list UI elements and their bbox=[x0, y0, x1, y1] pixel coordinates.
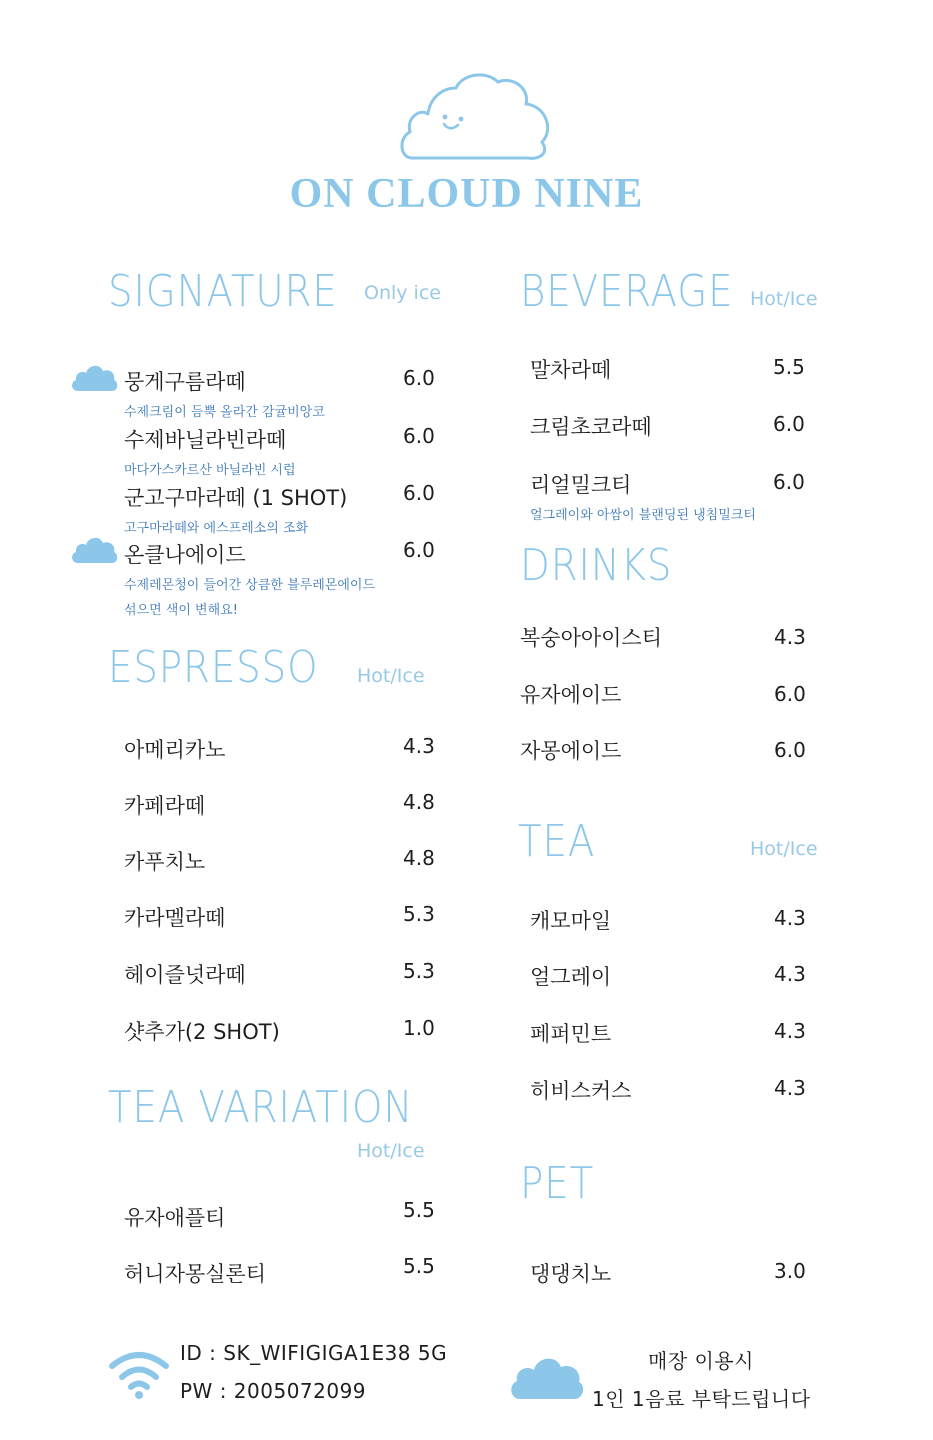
tea-variation-item-name: 허니자몽실론티 bbox=[124, 1262, 267, 1286]
beverage-item-price: 6.0 bbox=[773, 470, 805, 494]
signature-item-price: 6.0 bbox=[403, 424, 435, 448]
tea-variation-item-price: 5.5 bbox=[403, 1198, 435, 1222]
drinks-item-price: 6.0 bbox=[774, 738, 806, 762]
beverage-item-name: 말차라떼 bbox=[530, 358, 612, 382]
tea-variation-note: Hot/Ice bbox=[357, 1140, 425, 1162]
tea-item-name: 페퍼민트 bbox=[530, 1022, 612, 1046]
signature-item-name: 뭉게구름라떼 bbox=[124, 370, 246, 394]
drinks-item-price: 4.3 bbox=[774, 625, 806, 649]
signature-item-price: 6.0 bbox=[403, 366, 435, 390]
beverage-item-price: 5.5 bbox=[773, 355, 805, 379]
smiling-cloud-icon bbox=[398, 68, 558, 164]
drinks-item-name: 유자에이드 bbox=[520, 683, 622, 707]
espresso-item-price: 4.8 bbox=[403, 846, 435, 870]
beverage-item-price: 6.0 bbox=[773, 412, 805, 436]
beverage-item-name: 크림초코라떼 bbox=[530, 415, 652, 439]
tea-item-price: 4.3 bbox=[774, 1076, 806, 1100]
espresso-item-name: 카라멜라떼 bbox=[124, 906, 226, 930]
cloud-icon bbox=[70, 362, 118, 392]
espresso-item-price: 5.3 bbox=[403, 902, 435, 926]
beverage-item-name: 리얼밀크티 bbox=[530, 473, 632, 497]
espresso-item-price: 5.3 bbox=[403, 959, 435, 983]
signature-title: SIGNATURE bbox=[108, 266, 338, 317]
tea-variation-item-price: 5.5 bbox=[403, 1254, 435, 1278]
signature-item-price: 6.0 bbox=[403, 538, 435, 562]
signature-item-desc: 고구마라떼와 에스프레소의 조화 bbox=[124, 521, 309, 536]
signature-note: Only ice bbox=[364, 282, 441, 304]
espresso-item-name: 카페라떼 bbox=[124, 794, 206, 818]
tea-item-name: 히비스커스 bbox=[530, 1079, 632, 1103]
signature-item-price: 6.0 bbox=[403, 481, 435, 505]
espresso-item-name: 카푸치노 bbox=[124, 850, 206, 874]
tea-item-price: 4.3 bbox=[774, 906, 806, 930]
tea-note: Hot/Ice bbox=[750, 838, 818, 860]
signature-item-name: 군고구마라떼 (1 SHOT) bbox=[124, 486, 348, 510]
espresso-note: Hot/Ice bbox=[357, 665, 425, 687]
pet-title: PET bbox=[520, 1158, 595, 1209]
espresso-item-name: 샷추가(2 SHOT) bbox=[124, 1020, 280, 1044]
signature-item-name: 온클나에이드 bbox=[124, 543, 246, 567]
signature-item-name: 수제바닐라빈라떼 bbox=[124, 428, 287, 452]
pet-item-name: 댕댕치노 bbox=[530, 1262, 612, 1286]
espresso-item-price: 4.8 bbox=[403, 790, 435, 814]
tea-item-price: 4.3 bbox=[774, 962, 806, 986]
espresso-item-name: 헤이즐넛라떼 bbox=[124, 963, 246, 987]
brand-name: ON CLOUD NINE bbox=[289, 171, 644, 217]
beverage-item-desc: 얼그레이와 아쌈이 블랜딩된 냉침밀크티 bbox=[530, 508, 756, 523]
espresso-item-price: 4.3 bbox=[403, 734, 435, 758]
tea-variation-item-name: 유자애플티 bbox=[124, 1206, 226, 1230]
drinks-item-price: 6.0 bbox=[774, 682, 806, 706]
tea-item-name: 캐모마일 bbox=[530, 909, 612, 933]
tea-item-name: 얼그레이 bbox=[530, 965, 612, 989]
wifi-icon bbox=[108, 1350, 170, 1400]
notice-line-1: 매장 이용시 bbox=[648, 1349, 754, 1373]
drinks-title: DRINKS bbox=[520, 540, 673, 591]
espresso-item-name: 아메리카노 bbox=[124, 738, 226, 762]
espresso-item-price: 1.0 bbox=[403, 1016, 435, 1040]
drinks-item-name: 복숭아아이스티 bbox=[520, 626, 663, 650]
signature-item-desc: 수제레몬청이 들어간 상큼한 블루레몬에이드 bbox=[124, 578, 375, 593]
beverage-note: Hot/Ice bbox=[750, 288, 818, 310]
drinks-item-name: 자몽에이드 bbox=[520, 739, 622, 763]
tea-variation-title: TEA VARIATION bbox=[108, 1082, 414, 1133]
cloud-icon bbox=[508, 1352, 584, 1400]
signature-item-desc-2: 섞으면 색이 변해요! bbox=[124, 603, 238, 618]
wifi-password: PW : 2005072099 bbox=[180, 1379, 367, 1403]
tea-item-price: 4.3 bbox=[774, 1019, 806, 1043]
notice-line-2: 1인 1음료 부탁드립니다 bbox=[592, 1387, 811, 1411]
pet-item-price: 3.0 bbox=[774, 1259, 806, 1283]
signature-item-desc: 마다가스카르산 바닐라빈 시럽 bbox=[124, 463, 296, 478]
beverage-title: BEVERAGE bbox=[520, 266, 734, 317]
signature-item-desc: 수제크림이 듬뿍 올라간 감귤비앙코 bbox=[124, 405, 325, 420]
tea-title: TEA bbox=[518, 816, 596, 867]
espresso-title: ESPRESSO bbox=[108, 642, 319, 693]
wifi-id: ID : SK_WIFIGIGA1E38 5G bbox=[180, 1341, 448, 1365]
cloud-icon bbox=[70, 534, 118, 564]
